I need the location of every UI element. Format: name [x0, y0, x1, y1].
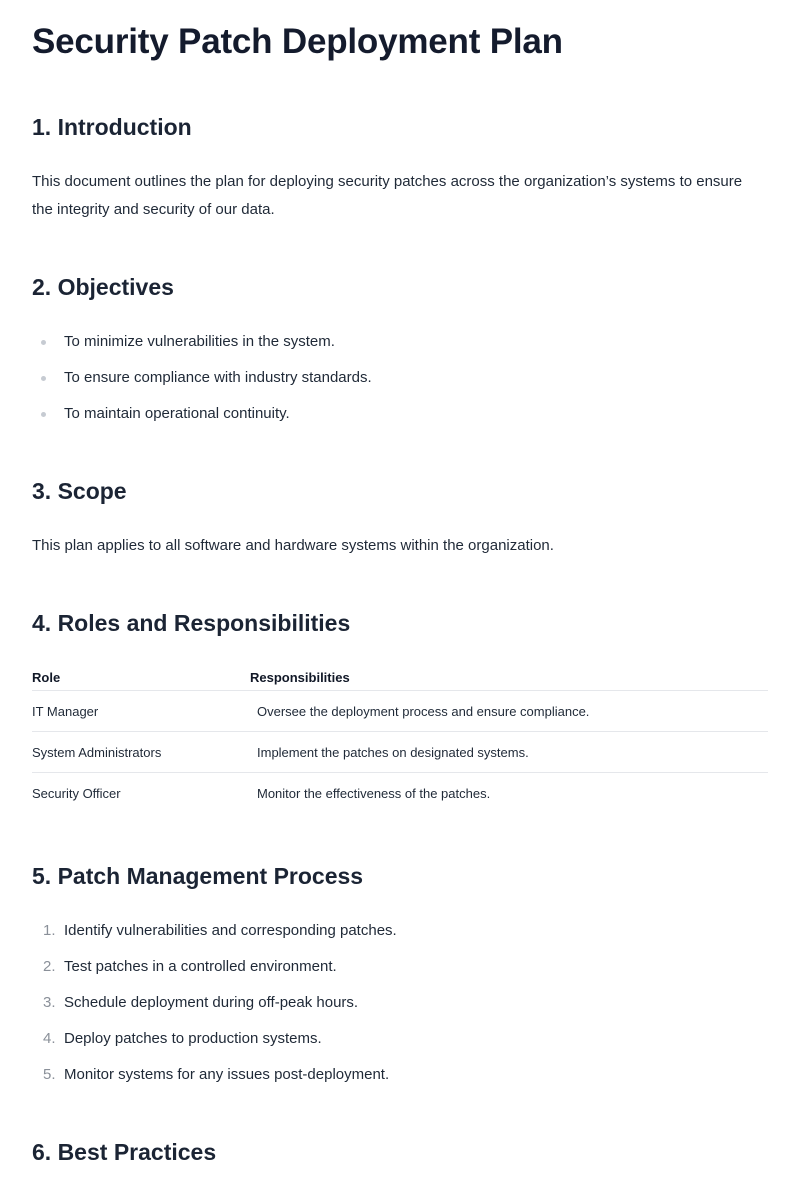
column-header-responsibilities: Responsibilities [249, 664, 768, 691]
list-item-text: To ensure compliance with industry standards. [64, 369, 372, 386]
section-heading-scope: 3. Scope [32, 478, 127, 504]
section-heading-objectives: 2. Objectives [32, 274, 174, 300]
step-number: 2. [43, 958, 56, 975]
section-heading-roles: 4. Roles and Responsibilities [32, 610, 351, 636]
introduction-paragraph: This document outlines the plan for deploying security patches across the organization’s systems to ensure the integrity and security of our data. [32, 173, 743, 218]
step-text: Schedule deployment during off-peak hours. [64, 994, 359, 1011]
section-heading-process: 5. Patch Management Process [32, 863, 364, 889]
responsibility-cell: Monitor the effectiveness of the patches. [257, 785, 491, 801]
list-item-text: To maintain operational continuity. [64, 405, 290, 422]
page-title: Security Patch Deployment Plan [32, 22, 563, 61]
step-number: 1. [43, 922, 56, 939]
responsibility-cell: Oversee the deployment process and ensure compliance. [249, 691, 768, 732]
scope-paragraph: This plan applies to all software and hardware systems within the organization. [32, 537, 554, 554]
table-header-row [32, 664, 768, 691]
role-cell: IT Manager [32, 691, 249, 732]
list-item-text: To minimize vulnerabilities in the system. [64, 333, 335, 350]
bullet-icon [41, 340, 46, 345]
step-number: 5. [43, 1066, 56, 1083]
column-header-role: Role [32, 664, 249, 691]
bullet-icon [41, 376, 46, 381]
step-text: Test patches in a controlled environment. [64, 958, 337, 975]
table-row [32, 732, 768, 773]
table-row [32, 773, 768, 814]
section-heading-introduction: 1. Introduction [32, 114, 192, 140]
role-cell: Security Officer [32, 785, 121, 801]
step-text: Deploy patches to production systems. [64, 1030, 322, 1047]
step-text: Monitor systems for any issues post-deployment. [64, 1066, 390, 1083]
step-number: 4. [43, 1030, 56, 1047]
step-text: Identify vulnerabilities and corresponding patches. [64, 922, 397, 939]
bullet-icon [41, 412, 46, 417]
responsibility-cell: Implement the patches on designated systems. [249, 732, 768, 773]
roles-table [32, 664, 768, 813]
step-number: 3. [43, 994, 56, 1011]
section-heading-best-practices: 6. Best Practices [32, 1139, 217, 1165]
table-row [32, 691, 768, 732]
role-cell: System Administrators [32, 732, 249, 773]
